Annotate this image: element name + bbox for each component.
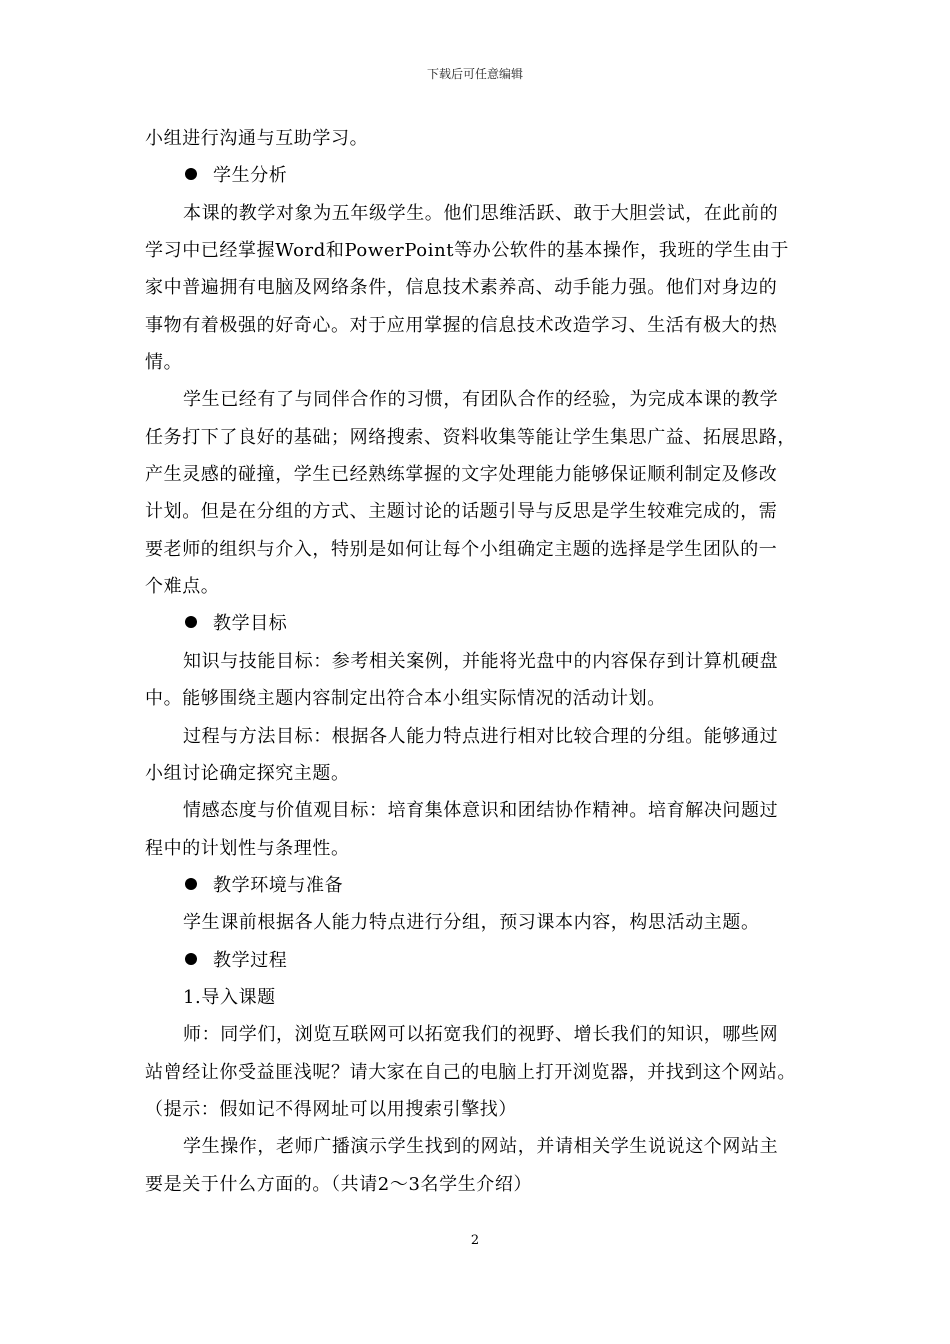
paragraph-line: 知识与技能目标：参考相关案例，并能将光盘中的内容保存到计算机硬盘 [183, 650, 779, 672]
paragraph-line: 个难点。 [145, 576, 220, 598]
subheading-line: 1.导入课题 [183, 986, 276, 1008]
paragraph-line: 小组进行沟通与互助学习。 [145, 128, 369, 149]
paragraph-line: 站曾经让你受益匪浅呢？请大家在自己的电脑上打开浏览器，并找到这个网站。 [145, 1061, 796, 1083]
section-heading-teaching-goals [145, 605, 815, 642]
page-header: 下载后可任意编辑 [426, 67, 523, 81]
paragraph-line: 学习中已经掌握Word和PowerPoint等办公软件的基本操作，我班的学生由于 [145, 240, 789, 262]
paragraph-line: 产生灵感的碰撞，学生已经熟练掌握的文字处理能力能够保证顺利制定及修改 [145, 464, 778, 486]
paragraph-line: 计划。但是在分组的方式、主题讨论的话题引导与反思是学生较难完成的，需 [145, 501, 778, 523]
paragraph-line: 情感态度与价值观目标：培育集体意识和团结协作精神。培育解决问题过 [183, 800, 779, 822]
paragraph-line: 程中的计划性与条理性。 [145, 837, 350, 859]
paragraph-line: 要老师的组织与介入，特别是如何让每个小组确定主题的选择是学生团队的一 [145, 538, 778, 560]
document-body [145, 120, 815, 1203]
paragraph-line: 家中普遍拥有电脑及网络条件，信息技术素养高、动手能力强。他们对身边的 [145, 277, 778, 299]
paragraph-line: 师：同学们，浏览互联网可以拓宽我们的视野、增长我们的知识，哪些网 [183, 1024, 779, 1046]
paragraph-line: 小组讨论确定探究主题。 [145, 762, 350, 784]
paragraph-line: 学生课前根据各人能力特点进行分组，预习课本内容，构思活动主题。 [183, 912, 760, 934]
paragraph-line: （提示：假如记不得网址可以用搜索引擎找） [145, 1098, 517, 1120]
bullet-icon [185, 168, 197, 180]
heading-text: 教学目标 [213, 613, 288, 635]
paragraph-line: 中。能够围绕主题内容制定出符合本小组实际情况的活动计划。 [145, 688, 666, 710]
paragraph-line: 过程与方法目标：根据各人能力特点进行相对比较合理的分组。能够通过 [183, 725, 779, 747]
section-heading-environment [145, 867, 815, 904]
heading-text: 教学过程 [213, 949, 288, 971]
section-heading-teaching-process [145, 942, 815, 979]
paragraph-line: 事物有着极强的好奇心。对于应用掌握的信息技术改造学习、生活有极大的热 [145, 314, 778, 336]
paragraph-line: 情。 [145, 352, 183, 374]
bullet-icon [185, 878, 197, 890]
section-heading-student-analysis [145, 157, 815, 194]
heading-text: 学生分析 [213, 165, 288, 187]
heading-text: 教学环境与准备 [213, 874, 344, 896]
bullet-icon [185, 616, 197, 628]
paragraph-line: 本课的教学对象为五年级学生。他们思维活跃、敢于大胆尝试，在此前的 [183, 202, 779, 224]
paragraph-line: 学生已经有了与同伴合作的习惯，有团队合作的经验，为完成本课的教学 [183, 389, 779, 411]
paragraph-line: 要是关于什么方面的。（共请2～3名学生介绍） [145, 1173, 533, 1195]
paragraph-line: 学生操作，老师广播演示学生找到的网站，并请相关学生说说这个网站主 [183, 1136, 779, 1158]
paragraph-line: 任务打下了良好的基础；网络搜索、资料收集等能让学生集思广益、拓展思路， [145, 426, 796, 448]
page-number: 2 [470, 1233, 480, 1248]
bullet-icon [185, 953, 197, 965]
